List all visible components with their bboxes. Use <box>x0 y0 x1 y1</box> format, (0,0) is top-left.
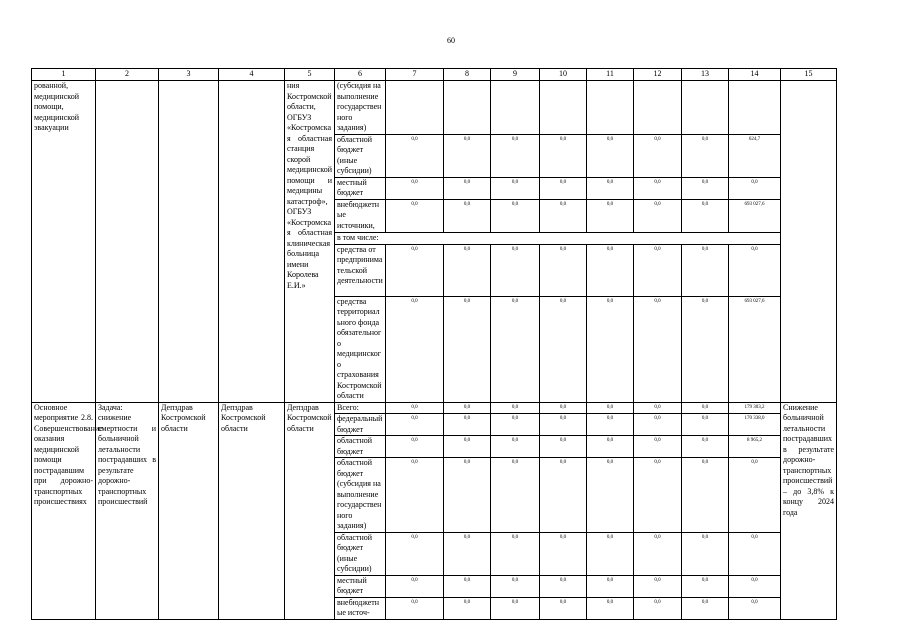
value-cell: 0,0 <box>682 436 729 458</box>
value-cell: 0,0 <box>444 296 491 402</box>
value-cell: 0,0 <box>540 436 587 458</box>
value-cell: 0,0 <box>634 402 682 414</box>
participants-cell: ния Костромской области, ОГБУЗ «Костромская областная станция скорой медицинской помощи и медицины катастроф», ОГБУЗ «Костромская областная клиническая больница имени Королева Е.И.» <box>285 81 335 403</box>
value-cell: 0,0 <box>491 458 540 533</box>
value-cell: 0,0 <box>634 414 682 436</box>
column-number: 12 <box>634 69 682 81</box>
column-number: 15 <box>781 69 837 81</box>
value-cell: 0,0 <box>444 532 491 575</box>
value-cell: 0,0 <box>634 532 682 575</box>
value-cell: 0,0 <box>491 402 540 414</box>
value-cell: 0,0 <box>634 436 682 458</box>
value-cell: 0,0 <box>444 402 491 414</box>
value-cell: 170 338,0 <box>729 414 781 436</box>
value-cell: 0,0 <box>682 458 729 533</box>
funding-source-label: средства от предпринимательской деятельности <box>335 244 386 296</box>
value-cell: 0,0 <box>540 458 587 533</box>
value-cell: 0,0 <box>682 532 729 575</box>
page-number: 60 <box>447 36 455 45</box>
value-cell: 0,0 <box>634 177 682 199</box>
value-cell: 0,0 <box>682 177 729 199</box>
value-cell: 0,0 <box>444 134 491 177</box>
value-cell: 0,0 <box>682 244 729 296</box>
value-cell: 0,0 <box>540 244 587 296</box>
value-cell: 179 303,2 <box>729 402 781 414</box>
value-cell: 0,0 <box>682 134 729 177</box>
value-cell: 0,0 <box>540 575 587 597</box>
value-cell: 0,0 <box>587 177 634 199</box>
funding-source-label: областной бюджет (субсидия на выполнение государственного задания) <box>335 458 386 533</box>
result-cell <box>781 81 837 403</box>
value-cell: 0,0 <box>386 414 444 436</box>
value-cell: 0,0 <box>587 244 634 296</box>
value-cell: 0,0 <box>491 177 540 199</box>
column-number: 4 <box>219 69 285 81</box>
value-cell: 0,0 <box>491 575 540 597</box>
column-number: 9 <box>491 69 540 81</box>
value-cell: 0,0 <box>386 402 444 414</box>
value-cell: 0,0 <box>729 575 781 597</box>
value-cell: 0,0 <box>634 296 682 402</box>
value-cell: 0,0 <box>540 402 587 414</box>
task-cell <box>96 81 159 403</box>
value-cell: 0,0 <box>491 199 540 232</box>
budget-table <box>31 68 837 620</box>
value-cell: 624,7 <box>729 134 781 177</box>
value-cell <box>491 81 540 135</box>
value-cell: 0,0 <box>386 458 444 533</box>
value-cell: 0,0 <box>491 436 540 458</box>
value-cell: 0,0 <box>682 575 729 597</box>
funding-source-label: местный бюджет <box>335 575 386 597</box>
value-cell: 0,0 <box>444 244 491 296</box>
column-number: 5 <box>285 69 335 81</box>
value-cell: 0,0 <box>491 134 540 177</box>
funding-source-label: Всего: <box>335 402 386 414</box>
value-cell: 0,0 <box>682 402 729 414</box>
value-cell: 0,0 <box>491 244 540 296</box>
column-number: 11 <box>587 69 634 81</box>
value-cell: 0,0 <box>540 296 587 402</box>
value-cell: 0,0 <box>634 199 682 232</box>
value-cell: 0,0 <box>587 436 634 458</box>
value-cell: 0,0 <box>634 575 682 597</box>
value-cell: 0,0 <box>386 597 444 619</box>
value-cell: 0,0 <box>587 134 634 177</box>
value-cell: 0,0 <box>540 532 587 575</box>
table-row <box>32 81 837 135</box>
coexecutor-cell <box>219 81 285 403</box>
funding-source-label: областной бюджет (иные субсидии) <box>335 532 386 575</box>
value-cell: 0,0 <box>682 296 729 402</box>
value-cell: 0,0 <box>587 402 634 414</box>
value-cell <box>682 81 729 135</box>
responsible-cell: Депздрав Костромской области <box>159 402 219 619</box>
value-cell <box>540 81 587 135</box>
value-cell: 0,0 <box>729 177 781 199</box>
value-cell: 0,0 <box>634 458 682 533</box>
value-cell: 8 965,2 <box>729 436 781 458</box>
value-cell <box>634 81 682 135</box>
funding-source-label: областной бюджет (иные субсидии) <box>335 134 386 177</box>
funding-source-label: (субсидия на выполнение государственного задания) <box>335 81 386 135</box>
value-cell: 0,0 <box>587 458 634 533</box>
value-cell: 0,0 <box>729 458 781 533</box>
value-cell <box>386 81 444 135</box>
column-number: 1 <box>32 69 96 81</box>
column-number: 13 <box>682 69 729 81</box>
funding-source-label: местный бюджет <box>335 177 386 199</box>
measure-name: рованной, медицинской помощи, медицинской эвакуации <box>32 81 96 403</box>
value-cell: 0,0 <box>386 296 444 402</box>
column-number: 7 <box>386 69 444 81</box>
value-cell: 0,0 <box>386 134 444 177</box>
value-cell <box>587 81 634 135</box>
value-cell: 0,0 <box>587 597 634 619</box>
value-cell: 0,0 <box>634 134 682 177</box>
value-cell: 693 027,6 <box>729 296 781 402</box>
funding-source-label: федеральный бюджет <box>335 414 386 436</box>
value-cell: 0,0 <box>386 436 444 458</box>
value-cell: 0,0 <box>587 575 634 597</box>
value-cell: 0,0 <box>587 199 634 232</box>
value-cell: 0,0 <box>729 244 781 296</box>
column-number: 2 <box>96 69 159 81</box>
coexecutor-cell: Депздрав Костромской области <box>219 402 285 619</box>
column-number: 10 <box>540 69 587 81</box>
value-cell: 0,0 <box>444 414 491 436</box>
funding-source-label: внебюджетные источ- <box>335 597 386 619</box>
value-cell: 0,0 <box>587 414 634 436</box>
value-cell: 0,0 <box>444 436 491 458</box>
value-cell: 693 027,6 <box>729 199 781 232</box>
value-cell: 0,0 <box>386 575 444 597</box>
column-number: 3 <box>159 69 219 81</box>
measure-name: Основное мероприятие 2.8. Совершенствование оказания медицинской помощи пострадавшим при дорожно-транспортных происшествиях <box>32 402 96 619</box>
value-cell: 0,0 <box>444 575 491 597</box>
value-cell: 0,0 <box>444 597 491 619</box>
value-cell: 0,0 <box>540 597 587 619</box>
value-cell: 0,0 <box>634 597 682 619</box>
participants-cell: Депздрав Костромской области <box>285 402 335 619</box>
header-row <box>32 69 837 81</box>
value-cell: 0,0 <box>444 199 491 232</box>
value-cell <box>729 81 781 135</box>
value-cell: 0,0 <box>682 597 729 619</box>
value-cell: 0,0 <box>634 244 682 296</box>
value-cell: 0,0 <box>540 414 587 436</box>
result-cell: Снижение больничной летальности пострадавших в результате дорожно-транспортных происшествий – до 3,8% к концу 2024 года <box>781 402 837 619</box>
funding-source-label: средства территориального фонда обязательного медицинского страхования Костромской области <box>335 296 386 402</box>
value-cell: 0,0 <box>729 532 781 575</box>
value-cell: 0,0 <box>682 414 729 436</box>
responsible-cell <box>159 81 219 403</box>
value-cell: 0,0 <box>540 134 587 177</box>
value-cell: 0,0 <box>491 414 540 436</box>
value-cell: 0,0 <box>444 458 491 533</box>
value-cell: 0,0 <box>444 177 491 199</box>
column-number: 14 <box>729 69 781 81</box>
task-cell: Задача: снижение смертности и больничной летальности пострадавших в результате дорожно-транспортных происшествий <box>96 402 159 619</box>
value-cell: 0,0 <box>587 296 634 402</box>
value-cell: 0,0 <box>540 177 587 199</box>
value-cell: 0,0 <box>491 532 540 575</box>
value-cell: 0,0 <box>729 597 781 619</box>
value-cell: 0,0 <box>491 296 540 402</box>
in-tom-chisle-label: в том числе: <box>335 232 781 244</box>
value-cell: 0,0 <box>540 199 587 232</box>
value-cell <box>444 81 491 135</box>
funding-source-label: областной бюджет <box>335 436 386 458</box>
value-cell: 0,0 <box>587 532 634 575</box>
value-cell: 0,0 <box>386 244 444 296</box>
value-cell: 0,0 <box>386 177 444 199</box>
value-cell: 0,0 <box>491 597 540 619</box>
table-row <box>32 402 837 414</box>
value-cell: 0,0 <box>386 532 444 575</box>
column-number: 6 <box>335 69 386 81</box>
funding-source-label: внебюджетные источники, <box>335 199 386 232</box>
value-cell: 0,0 <box>386 199 444 232</box>
column-number: 8 <box>444 69 491 81</box>
value-cell: 0,0 <box>682 199 729 232</box>
